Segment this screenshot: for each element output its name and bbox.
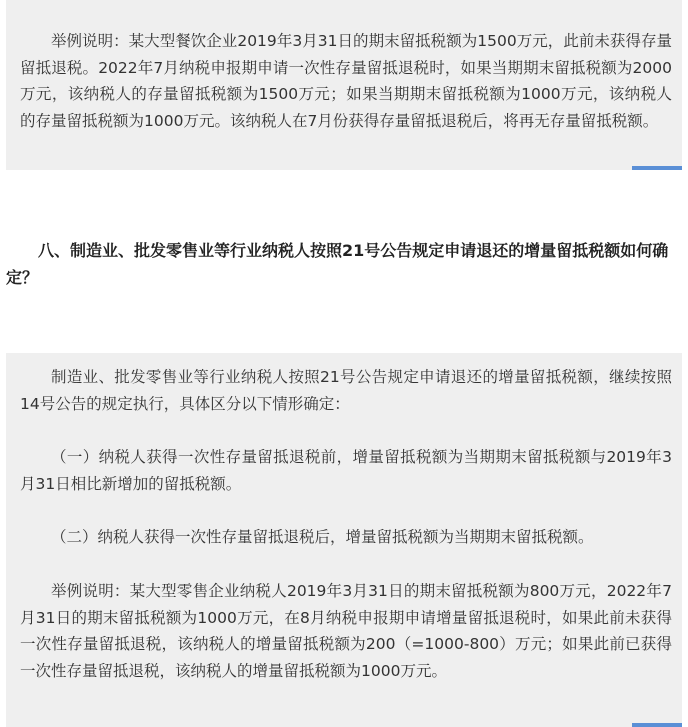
example-paragraph-catering: 举例说明：某大型餐饮企业2019年3月31日的期末留抵税额为1500万元，此前未获得存量留抵退税。2022年7月纳税申报期申请一次性存量留抵退税时，如果当期期末留抵税额为2000万元，该纳税人的存量留抵税额为1500万元；如果当期期末留抵税额为1000万元，该纳税人的存量留抵税额为1000万元。该纳税人在7月份获得存量留抵退税后，将再无存量留抵税额。 — [20, 32, 672, 130]
case-one-paragraph: （一）纳税人获得一次性存量留抵退税前，增量留抵税额为当期期末留抵税额与2019年3月31日相比新增加的留抵税额。 — [20, 448, 672, 493]
explanation-box — [6, 353, 682, 727]
accent-bar — [632, 166, 682, 170]
example-box-top — [6, 0, 682, 170]
case-two-paragraph: （二）纳税人获得一次性存量留抵退税后，增量留抵税额为当期期末留抵税额。 — [51, 528, 594, 546]
intro-paragraph: 制造业、批发零售业等行业纳税人按照21号公告规定申请退还的增量留抵税额，继续按照14号公告的规定执行，具体区分以下情形确定： — [20, 368, 672, 413]
accent-bar — [632, 723, 682, 727]
example-paragraph-retail: 举例说明：某大型零售企业纳税人2019年3月31日的期末留抵税额为800万元，2022年7月31日的期末留抵税额为1000万元，在8月纳税申报期申请增量留抵退税时，如果此前未获得一次性存量留抵退税，该纳税人的增量留抵税额为200（=1000-800）万元；如果此前已获得一次性存量留抵退税，该纳税人的增量留抵税额为1000万元。 — [20, 582, 672, 680]
section-heading: 八、制造业、批发零售业等行业纳税人按照21号公告规定申请退还的增量留抵税额如何确定？ — [6, 241, 669, 287]
